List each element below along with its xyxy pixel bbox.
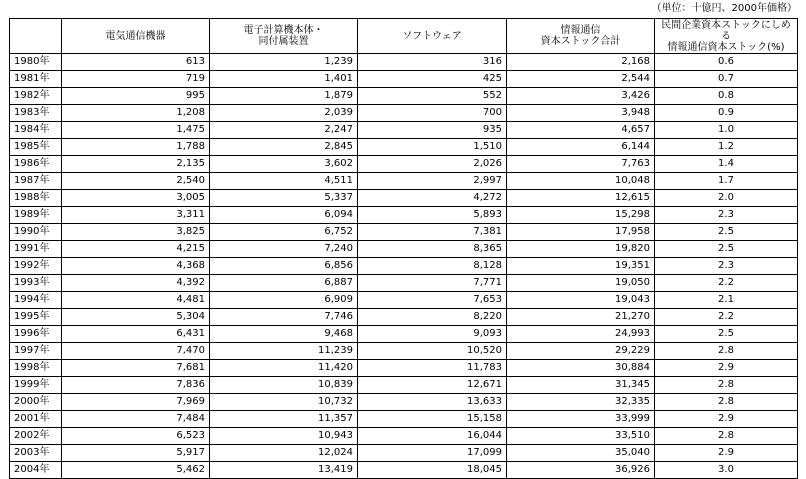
- value-cell: 7,771: [358, 275, 507, 292]
- table-row: [10, 190, 798, 207]
- value-cell: 13,633: [358, 394, 507, 411]
- table-row: [10, 122, 798, 139]
- value-cell: 7,836: [62, 377, 210, 394]
- value-cell: 5,304: [62, 309, 210, 326]
- value-cell: 10,520: [358, 343, 507, 360]
- value-cell: 995: [62, 88, 210, 105]
- value-cell: 1,239: [210, 54, 358, 71]
- table-row: [10, 71, 798, 88]
- value-cell: 1.2: [655, 139, 798, 156]
- value-cell: 1,788: [62, 139, 210, 156]
- column-header: [10, 19, 62, 54]
- value-cell: 3,602: [210, 156, 358, 173]
- value-cell: 29,229: [507, 343, 655, 360]
- column-header: 民間企業資本ストックにしめる 情報通信資本ストック(%): [655, 19, 798, 54]
- value-cell: 33,510: [507, 428, 655, 445]
- value-cell: 2,026: [358, 156, 507, 173]
- value-cell: 2.9: [655, 360, 798, 377]
- value-cell: 1,401: [210, 71, 358, 88]
- value-cell: 2,135: [62, 156, 210, 173]
- unit-note: （単位：十億円、2000年価格）: [651, 3, 797, 14]
- value-cell: 31,345: [507, 377, 655, 394]
- value-cell: 5,917: [62, 445, 210, 462]
- value-cell: 7,653: [358, 292, 507, 309]
- value-cell: 12,024: [210, 445, 358, 462]
- value-cell: 1,208: [62, 105, 210, 122]
- value-cell: 4,481: [62, 292, 210, 309]
- table-row: [10, 105, 798, 122]
- value-cell: 7,484: [62, 411, 210, 428]
- table-row: [10, 309, 798, 326]
- year-cell: 2003年: [10, 445, 62, 462]
- table-row: [10, 224, 798, 241]
- value-cell: 8,220: [358, 309, 507, 326]
- table-row: [10, 88, 798, 105]
- year-cell: 1984年: [10, 122, 62, 139]
- year-cell: 1987年: [10, 173, 62, 190]
- value-cell: 4,368: [62, 258, 210, 275]
- table-row: [10, 445, 798, 462]
- year-cell: 2004年: [10, 462, 62, 479]
- value-cell: 19,820: [507, 241, 655, 258]
- value-cell: 1,510: [358, 139, 507, 156]
- table-row: [10, 377, 798, 394]
- value-cell: 2.1: [655, 292, 798, 309]
- value-cell: 2.2: [655, 275, 798, 292]
- value-cell: 1.4: [655, 156, 798, 173]
- value-cell: 24,993: [507, 326, 655, 343]
- value-cell: 17,958: [507, 224, 655, 241]
- year-cell: 2001年: [10, 411, 62, 428]
- table-row: [10, 343, 798, 360]
- value-cell: 700: [358, 105, 507, 122]
- value-cell: 17,099: [358, 445, 507, 462]
- value-cell: 7,381: [358, 224, 507, 241]
- value-cell: 33,999: [507, 411, 655, 428]
- value-cell: 8,365: [358, 241, 507, 258]
- value-cell: 11,783: [358, 360, 507, 377]
- value-cell: 18,045: [358, 462, 507, 479]
- header-row: [10, 19, 798, 54]
- year-cell: 1988年: [10, 190, 62, 207]
- value-cell: 5,893: [358, 207, 507, 224]
- value-cell: 2.8: [655, 394, 798, 411]
- value-cell: 2,540: [62, 173, 210, 190]
- value-cell: 2,997: [358, 173, 507, 190]
- value-cell: 5,462: [62, 462, 210, 479]
- column-header: 電子計算機本体・ 同付属装置: [210, 19, 358, 54]
- value-cell: 6,856: [210, 258, 358, 275]
- value-cell: 2.8: [655, 377, 798, 394]
- value-cell: 0.7: [655, 71, 798, 88]
- value-cell: 6,094: [210, 207, 358, 224]
- year-cell: 1985年: [10, 139, 62, 156]
- table-row: [10, 360, 798, 377]
- value-cell: 11,239: [210, 343, 358, 360]
- value-cell: 6,752: [210, 224, 358, 241]
- value-cell: 2,544: [507, 71, 655, 88]
- year-cell: 1983年: [10, 105, 62, 122]
- value-cell: 10,943: [210, 428, 358, 445]
- value-cell: 1.7: [655, 173, 798, 190]
- column-header: 電気通信機器: [62, 19, 210, 54]
- value-cell: 935: [358, 122, 507, 139]
- year-cell: 1996年: [10, 326, 62, 343]
- value-cell: 9,468: [210, 326, 358, 343]
- year-cell: 1992年: [10, 258, 62, 275]
- table-row: [10, 462, 798, 479]
- value-cell: 3,311: [62, 207, 210, 224]
- value-cell: 7,470: [62, 343, 210, 360]
- year-cell: 1991年: [10, 241, 62, 258]
- value-cell: 552: [358, 88, 507, 105]
- value-cell: 21,270: [507, 309, 655, 326]
- year-cell: 1995年: [10, 309, 62, 326]
- value-cell: 0.8: [655, 88, 798, 105]
- value-cell: 2.3: [655, 258, 798, 275]
- value-cell: 719: [62, 71, 210, 88]
- table-row: [10, 156, 798, 173]
- table-row: [10, 326, 798, 343]
- table-row: [10, 54, 798, 71]
- value-cell: 4,272: [358, 190, 507, 207]
- value-cell: 1.0: [655, 122, 798, 139]
- year-cell: 2002年: [10, 428, 62, 445]
- value-cell: 7,763: [507, 156, 655, 173]
- value-cell: 8,128: [358, 258, 507, 275]
- value-cell: 10,839: [210, 377, 358, 394]
- year-cell: 1998年: [10, 360, 62, 377]
- column-header: 情報通信 資本ストック合計: [507, 19, 655, 54]
- value-cell: 3,005: [62, 190, 210, 207]
- value-cell: 2.5: [655, 326, 798, 343]
- value-cell: 3,426: [507, 88, 655, 105]
- table-row: [10, 292, 798, 309]
- value-cell: 2,039: [210, 105, 358, 122]
- value-cell: 15,158: [358, 411, 507, 428]
- year-cell: 1990年: [10, 224, 62, 241]
- value-cell: 4,215: [62, 241, 210, 258]
- value-cell: 3,948: [507, 105, 655, 122]
- year-cell: 1986年: [10, 156, 62, 173]
- value-cell: 6,144: [507, 139, 655, 156]
- value-cell: 6,431: [62, 326, 210, 343]
- table-row: [10, 394, 798, 411]
- value-cell: 2.8: [655, 343, 798, 360]
- year-cell: 1994年: [10, 292, 62, 309]
- value-cell: 11,420: [210, 360, 358, 377]
- year-cell: 1999年: [10, 377, 62, 394]
- value-cell: 2.2: [655, 309, 798, 326]
- value-cell: 0.6: [655, 54, 798, 71]
- value-cell: 10,732: [210, 394, 358, 411]
- value-cell: 6,887: [210, 275, 358, 292]
- value-cell: 19,351: [507, 258, 655, 275]
- value-cell: 15,298: [507, 207, 655, 224]
- table-row: [10, 258, 798, 275]
- value-cell: 5,337: [210, 190, 358, 207]
- value-cell: 2,168: [507, 54, 655, 71]
- value-cell: 3,825: [62, 224, 210, 241]
- value-cell: 2.9: [655, 445, 798, 462]
- table-row: [10, 241, 798, 258]
- value-cell: 1,879: [210, 88, 358, 105]
- table-body: [10, 54, 798, 479]
- value-cell: 11,357: [210, 411, 358, 428]
- value-cell: 4,511: [210, 173, 358, 190]
- value-cell: 32,335: [507, 394, 655, 411]
- year-cell: 1982年: [10, 88, 62, 105]
- value-cell: 13,419: [210, 462, 358, 479]
- value-cell: 2.5: [655, 241, 798, 258]
- value-cell: 9,093: [358, 326, 507, 343]
- value-cell: 36,926: [507, 462, 655, 479]
- table-row: [10, 207, 798, 224]
- year-cell: 1989年: [10, 207, 62, 224]
- table-row: [10, 428, 798, 445]
- year-cell: 1993年: [10, 275, 62, 292]
- value-cell: 12,615: [507, 190, 655, 207]
- year-cell: 1980年: [10, 54, 62, 71]
- value-cell: 0.9: [655, 105, 798, 122]
- value-cell: 16,044: [358, 428, 507, 445]
- table-row: [10, 139, 798, 156]
- value-cell: 613: [62, 54, 210, 71]
- value-cell: 425: [358, 71, 507, 88]
- value-cell: 2.3: [655, 207, 798, 224]
- value-cell: 2.9: [655, 411, 798, 428]
- year-cell: 1997年: [10, 343, 62, 360]
- value-cell: 3.0: [655, 462, 798, 479]
- year-cell: 2000年: [10, 394, 62, 411]
- table-row: [10, 411, 798, 428]
- value-cell: 30,884: [507, 360, 655, 377]
- value-cell: 4,657: [507, 122, 655, 139]
- value-cell: 19,050: [507, 275, 655, 292]
- value-cell: 2.8: [655, 428, 798, 445]
- value-cell: 2.5: [655, 224, 798, 241]
- table-row: [10, 173, 798, 190]
- value-cell: 6,909: [210, 292, 358, 309]
- table-header: [10, 19, 798, 54]
- value-cell: 316: [358, 54, 507, 71]
- value-cell: 2,247: [210, 122, 358, 139]
- value-cell: 35,040: [507, 445, 655, 462]
- value-cell: 7,681: [62, 360, 210, 377]
- ict-capital-stock-table: [9, 18, 798, 479]
- year-cell: 1981年: [10, 71, 62, 88]
- value-cell: 4,392: [62, 275, 210, 292]
- value-cell: 7,746: [210, 309, 358, 326]
- value-cell: 2,845: [210, 139, 358, 156]
- value-cell: 6,523: [62, 428, 210, 445]
- value-cell: 7,969: [62, 394, 210, 411]
- table-row: [10, 275, 798, 292]
- value-cell: 10,048: [507, 173, 655, 190]
- value-cell: 19,043: [507, 292, 655, 309]
- value-cell: 12,671: [358, 377, 507, 394]
- value-cell: 2.0: [655, 190, 798, 207]
- value-cell: 7,240: [210, 241, 358, 258]
- value-cell: 1,475: [62, 122, 210, 139]
- column-header: ソフトウェア: [358, 19, 507, 54]
